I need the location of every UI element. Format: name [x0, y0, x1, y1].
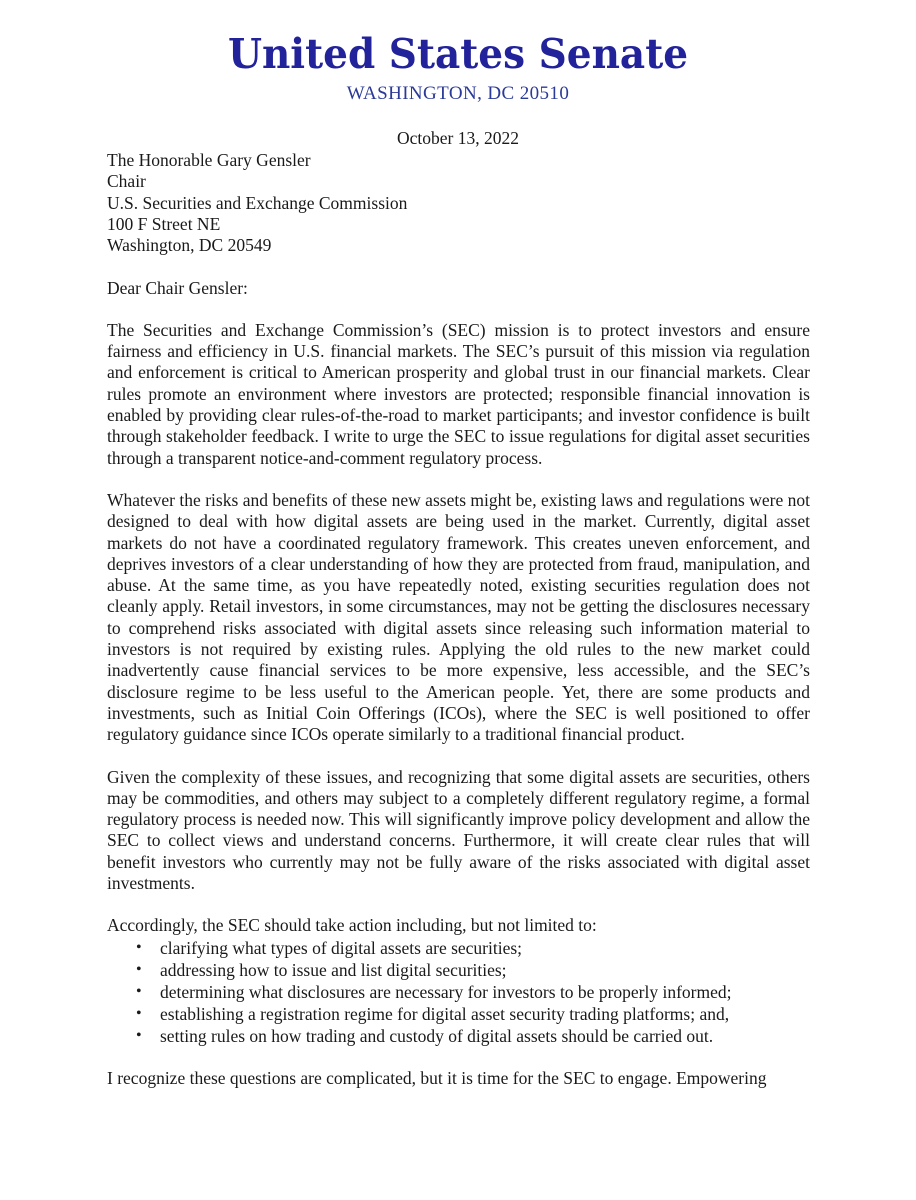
list-item: [107, 981, 810, 1003]
list-item: [107, 959, 810, 981]
closing-paragraph: I recognize these questions are complicated, but it is time for the SEC to engage. Empowering: [107, 1067, 767, 1088]
list-item: [107, 937, 810, 959]
bullet-icon: •: [136, 982, 142, 1000]
list-item-text: determining what disclosures are necessary for investors to be properly informed;: [160, 981, 732, 1002]
letter-date: October 13, 2022: [397, 128, 519, 149]
list-item: [107, 1025, 810, 1047]
letter-body: [107, 150, 810, 1089]
letterhead-title: United States Senate: [227, 29, 689, 79]
letterhead-location: WASHINGTON, DC 20510: [346, 83, 570, 105]
action-list: [107, 937, 810, 1047]
body-paragraph-3: Given the complexity of these issues, and recognizing that some digital assets are securities, others may be commodities, and others may subject to a completely different regulatory regime, a formal regulatory process is needed now. This will significantly improve policy development and allow the SEC to collect views and understand concerns. Furthermore, it will create clear rules that will benefit investors who currently may not be fully aware of the risks associated with digital asset investments.: [107, 766, 810, 894]
action-list-intro: Accordingly, the SEC should take action including, but not limited to:: [107, 915, 597, 936]
list-item: [107, 1003, 810, 1025]
list-item-text: establishing a registration regime for digital asset security trading platforms; and,: [160, 1003, 730, 1024]
recipient-street: 100 F Street NE: [107, 214, 221, 234]
recipient-city: Washington, DC 20549: [107, 235, 272, 256]
recipient-address-block: [107, 150, 810, 256]
salutation: Dear Chair Gensler:: [107, 277, 248, 298]
senate-letterhead: [0, 0, 916, 105]
bullet-icon: •: [136, 960, 142, 978]
bullet-icon: •: [136, 938, 142, 956]
list-item-text: addressing how to issue and list digital securities;: [160, 959, 507, 980]
body-paragraph-2: Whatever the risks and benefits of these new assets might be, existing laws and regulations were not designed to deal with how digital assets are being used in the market. Currently, digital asset markets do not have a coordinated regulatory framework. This creates uneven enforcement, and deprives investors of a clear understanding of how they are protected from fraud, manipulation, and abuse. At the same time, as you have repeatedly noted, existing securities regulation does not cleanly apply. Retail investors, in some circumstances, may not be getting the disclosures necessary to comprehend risks associated with digital assets since releasing such information material to investors is not required by existing rules. Applying the old rules to the new market could inadvertently cause financial services to be more expensive, less accessible, and the SEC’s disclosure regime to be less useful to the American people. Yet, there are some products and investments, such as Initial Coin Offerings (ICOs), where the SEC is well positioned to offer regulatory guidance since ICOs operate similarly to a traditional financial product.: [107, 489, 810, 745]
recipient-name: The Honorable Gary Gensler: [107, 150, 311, 171]
recipient-organization: U.S. Securities and Exchange Commission: [107, 192, 408, 213]
list-item-text: setting rules on how trading and custody of digital assets should be carried out.: [160, 1025, 714, 1046]
body-paragraph-1: The Securities and Exchange Commission’s (SEC) mission is to protect investors and ensure fairness and efficiency in U.S. financial markets. The SEC’s pursuit of this mission via regulation and enforcement is critical to American prosperity and global trust in our financial markets. Clear rules promote an environment where investors are protected; responsible financial innovation is enabled by providing clear rules-of-the-road to market participants; and investor confidence is built through stakeholder feedback. I write to urge the SEC to issue regulations for digital asset securities through a transparent notice-and-comment regulatory process.: [107, 319, 810, 468]
list-item-text: clarifying what types of digital assets are securities;: [160, 937, 523, 958]
bullet-icon: •: [136, 1004, 142, 1022]
recipient-title: Chair: [107, 171, 146, 192]
bullet-icon: •: [136, 1026, 142, 1044]
